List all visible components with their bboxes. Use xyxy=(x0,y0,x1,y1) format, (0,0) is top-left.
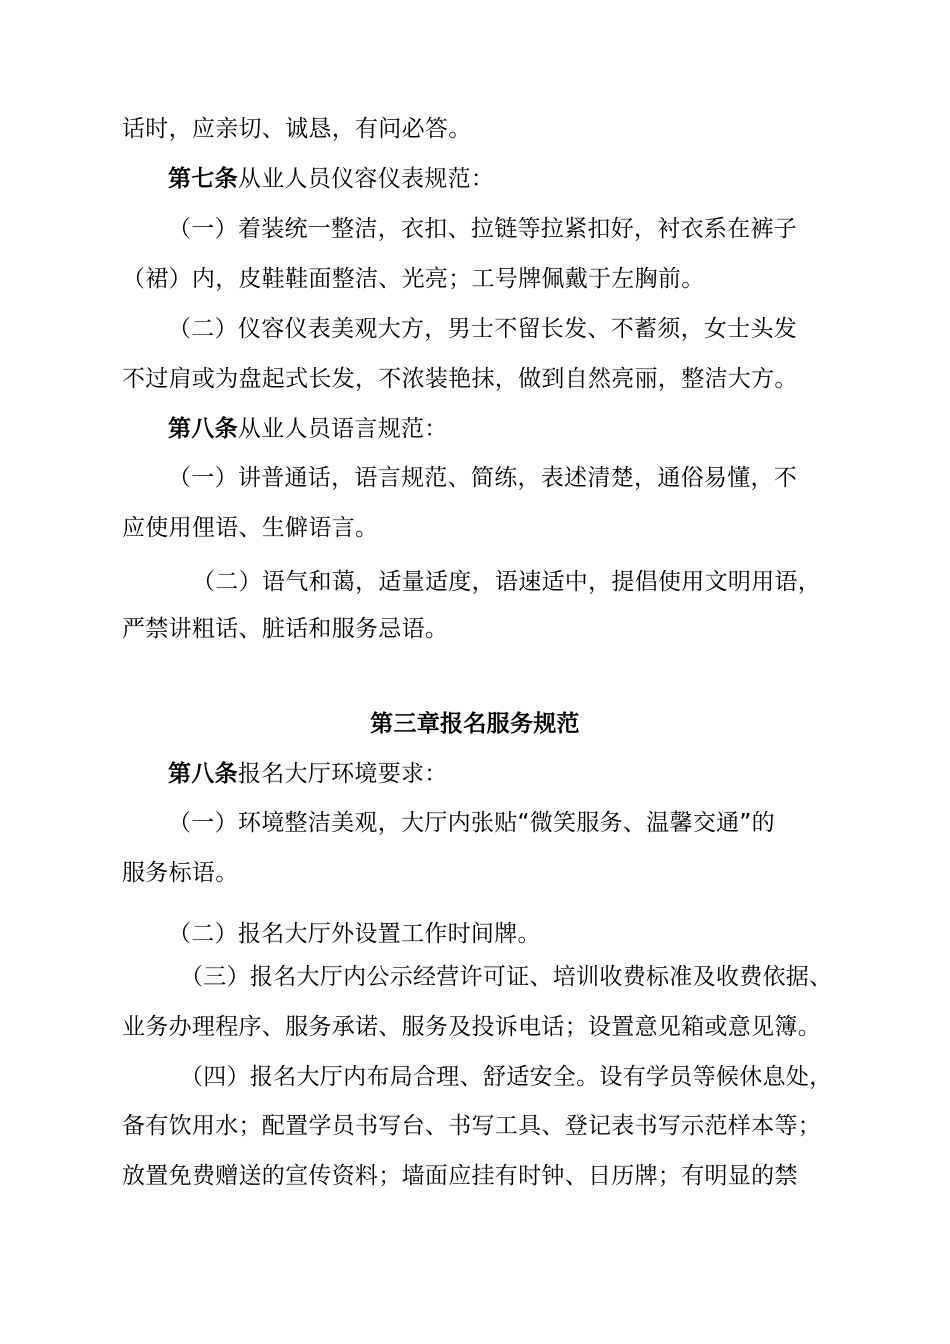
article-title: 从业人员语言规范： xyxy=(237,416,448,442)
paragraph-line: （二）报名大厅外设置工作时间牌。 xyxy=(168,921,541,947)
paragraph-line: 业务办理程序、服务承诺、服务及投诉电话；设置意见箱或意见簿。 xyxy=(122,1014,821,1040)
article-number: 第八条 xyxy=(168,761,238,787)
paragraph-line: （四）报名大厅内布局合理、舒适安全。设有学员等候休息处， xyxy=(180,1064,833,1090)
paragraph-line: （一）讲普通话，语言规范、简练，表述清楚，通俗易懂，不 xyxy=(168,465,798,491)
paragraph-line: 严禁讲粗话、脏话和服务忌语。 xyxy=(122,616,449,642)
article-title: 报名大厅环境要求： xyxy=(237,761,448,787)
article-eight-heading xyxy=(168,414,908,444)
article-seven-heading xyxy=(168,164,908,194)
paragraph-line: （三）报名大厅内公示经营许可证、培训收费标准及收费依据、 xyxy=(180,964,833,990)
paragraph-line: （二）仪容仪表美观大方，男士不留长发、不蓄须，女士头发 xyxy=(168,316,798,342)
chapter-title: 第三章报名服务规范 xyxy=(370,711,580,737)
paragraph-line: 话时，应亲切、诚恳，有问必答。 xyxy=(122,116,472,142)
paragraph-line: 服务标语。 xyxy=(122,860,239,886)
paragraph-line: （一）着装统一整洁，衣扣、拉链等拉紧扣好，衬衣系在裤子 xyxy=(168,216,798,242)
paragraph-line: 备有饮用水；配置学员书写台、书写工具、登记表书写示范样本等； xyxy=(122,1113,821,1139)
paragraph-line: 放置免费赠送的宣传资料；墙面应挂有时钟、日历牌；有明显的禁 xyxy=(122,1163,798,1189)
paragraph-line: 应使用俚语、生僻语言。 xyxy=(122,515,379,541)
paragraph-line: （二）语气和蔼，适量适度，语速适中，提倡使用文明用语， xyxy=(192,569,822,595)
paragraph-line: 不过肩或为盘起式长发，不浓装艳抹，做到自然亮丽，整洁大方。 xyxy=(122,366,798,392)
article-number: 第八条 xyxy=(168,416,238,442)
article-title: 从业人员仪容仪表规范： xyxy=(237,166,495,192)
paragraph-line: （一）环境整洁美观，大厅内张贴“微笑服务、温馨交通”的 xyxy=(168,810,775,836)
article-eight-heading xyxy=(168,759,908,789)
article-number: 第七条 xyxy=(168,166,238,192)
paragraph-line: （裙）内，皮鞋鞋面整洁、光亮；工号牌佩戴于左胸前。 xyxy=(122,266,705,292)
